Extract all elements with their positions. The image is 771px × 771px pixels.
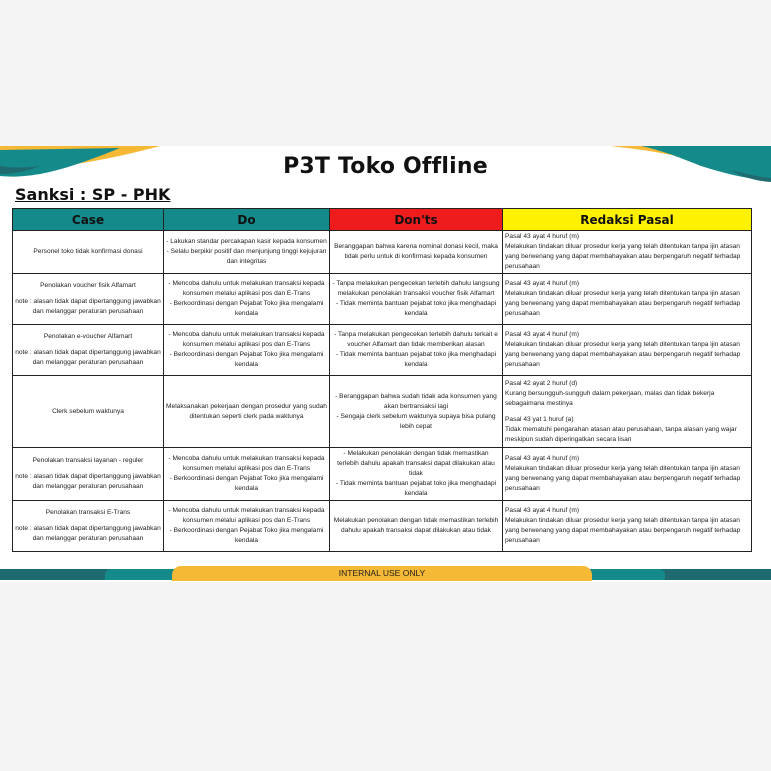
do-text: - Mencoba dahulu untuk melakukan transaksi kepada konsumen melalui aplikasi pos dan E-Trans: [168, 507, 325, 524]
pasal-reference: Pasal 43 ayat 4 huruf (m): [505, 507, 580, 514]
pasal-text: Melakukan tindakan diluar prosedur kerja yang telah ditentukan tanpa ijin atasan yang berwenang yang dapat membahayakan atau berpengaruh negatif terhadap perusahaan: [505, 290, 741, 317]
pasal-reference: Pasal 43 yat 1 huruf (a): [505, 415, 574, 423]
pasal-text: Melakukan tindakan diluar prosedur kerja yang telah ditentukan tanpa ijin atasan yang berwenang yang dapat membahayakan atau berpengaruh negatif terhadap perusahaan: [505, 243, 741, 270]
pasal-cell: [503, 501, 752, 552]
case-text: Penolakan transaksi E-Trans: [45, 509, 131, 516]
do-text: - Berkoordinasi dengan Pejabat Toko jika mengalami kendala: [169, 475, 324, 492]
case-text: Personel toko tidak konfirmasi donasi: [33, 248, 143, 255]
pasal-reference: Pasal 43 ayat 4 huruf (m): [505, 280, 580, 287]
dont-text: - Tidak meminta bantuan pejabat toko jika menghadapi kendala: [335, 300, 497, 317]
dont-cell: [330, 325, 503, 376]
do-text: - Mencoba dahulu untuk melakukan transaksi kepada konsumen melalui aplikasi pos dan E-Trans: [168, 280, 325, 297]
do-cell: [164, 448, 330, 501]
table-header-row: [13, 209, 752, 231]
case-cell: [13, 231, 164, 274]
dont-text: - Beranggapan bahwa sudah tidak ada konsumen yang akan bertransaksi lagi: [335, 392, 497, 410]
pasal-text: Tidak mematuhi pengarahan atasan atau perusahaan, tanpa alasan yang wajar meskipun sudah diperingatkan secara lisan: [505, 425, 737, 443]
section-subtitle: Sanksi : SP - PHK: [15, 185, 171, 204]
case-note: note : alasan tidak dapat dipertanggung jawabkan dan melanggar peraturan perusahaan: [15, 473, 161, 490]
column-header-case: Case: [13, 209, 164, 231]
table-row: [13, 376, 752, 448]
pasal-reference: Pasal 42 ayat 2 huruf (d): [505, 379, 578, 387]
case-text: Penolakan e-voucher Alfamart: [43, 333, 133, 340]
do-text: - Selalu berpikir positif dan menjunjung tinggi kejujuran dan integritas: [166, 248, 327, 265]
dont-text: Melakukan penolakan dengan tidak memastikan terlebih dahulu apakah transaksi dapat dilakukan atau tidak: [333, 517, 499, 534]
case-text: Penolakan transaksi layanan - reguler: [32, 457, 144, 464]
pasal-reference: Pasal 43 ayat 4 huruf (m): [505, 233, 580, 240]
case-text: Penolakan voucher fisik Alfamart: [40, 282, 136, 289]
dont-text: Beranggapan bahwa karena nominal donasi kecil, maka tidak perlu untuk di konfirmasi kepada konsumen: [334, 243, 498, 260]
table-row: [13, 274, 752, 325]
pasal-reference: Pasal 43 ayat 4 huruf (m): [505, 455, 580, 462]
pasal-text: Kurang bersungguh-sungguh dalam pekerjaan, malas dan tidak bekerja sebagaimana mestinya: [505, 389, 715, 407]
table-row: [13, 325, 752, 376]
case-text: Clerk sebelum waktunya: [52, 407, 124, 415]
case-note: note : alasan tidak dapat dipertanggung jawabkan dan melanggar peraturan perusahaan: [15, 298, 161, 315]
dont-text: - Tidak meminta bantuan pejabat toko jika menghadapi kendala: [335, 351, 497, 368]
pasal-text: Melakukan tindakan diluar prosedur kerja yang telah ditentukan tanpa ijin atasan yang berwenang yang dapat membahayakan atau berpengaruh negatif terhadap perusahaan: [505, 341, 741, 368]
footer-label: INTERNAL USE ONLY: [338, 568, 426, 578]
case-cell: [13, 501, 164, 552]
pasal-reference: Pasal 43 ayat 4 huruf (m): [505, 331, 580, 338]
do-text: - Mencoba dahulu untuk melakukan transaksi kepada konsumen melalui aplikasi pos dan E-Trans: [168, 455, 325, 472]
table-row: [13, 448, 752, 501]
dont-text: - Sengaja clerk sebelum waktunya supaya bisa pulang lebih cepat: [336, 412, 496, 430]
column-header-redaksi-pasal: Redaksi Pasal: [503, 209, 752, 231]
pasal-cell: [503, 274, 752, 325]
do-text: - Berkoordinasi dengan Pejabat Toko jika mengalami kendala: [169, 300, 324, 317]
pasal-cell: [503, 376, 752, 448]
column-header-donts: Don'ts: [330, 209, 503, 231]
case-cell: [13, 325, 164, 376]
case-cell: [13, 448, 164, 501]
case-note: note : alasan tidak dapat dipertanggung jawabkan dan melanggar peraturan perusahaan: [15, 349, 161, 366]
do-text: Melaksanakan pekerjaan dengan prosedur yang sudah ditentukan seperti clerk pada waktunya: [166, 402, 327, 420]
slide: [0, 146, 771, 582]
pasal-cell: [503, 325, 752, 376]
dont-cell: [330, 231, 503, 274]
slide-title: P3T Toko Offline: [283, 154, 488, 179]
case-note: note : alasan tidak dapat dipertanggung jawabkan dan melanggar peraturan perusahaan: [15, 525, 161, 542]
dont-cell: [330, 501, 503, 552]
dont-text: - Tanpa melakukan pengecekan terlebih dahulu terkait e voucher Alfamart dan tidak memberikan alasan: [334, 331, 498, 348]
do-text: - Mencoba dahulu untuk melakukan transaksi kepada konsumen melalui aplikasi pos dan E-Trans: [168, 331, 325, 348]
dont-text: - Melakukan penolakan dengan tidak memastikan terlebih dahulu apakah transaksi dapat dilakukan atau tidak: [337, 450, 495, 477]
table-row: [13, 501, 752, 552]
dont-text: - Tanpa melakukan pengecekan terlebih dahulu langsung melakukan penolakan transaksi voucher fisik Alfamart: [332, 280, 500, 297]
do-cell: [164, 325, 330, 376]
dont-cell: [330, 448, 503, 501]
pasal-cell: [503, 448, 752, 501]
pasal-cell: [503, 231, 752, 274]
do-cell: [164, 231, 330, 274]
case-cell: [13, 274, 164, 325]
dont-cell: [330, 376, 503, 448]
do-cell: [164, 274, 330, 325]
column-header-do: Do: [164, 209, 330, 231]
pasal-text: Melakukan tindakan diluar prosedur kerja yang telah ditentukan tanpa ijin atasan yang berwenang yang dapat membahayakan atau berpengaruh negatif terhadap perusahaan: [505, 517, 741, 544]
do-text: - Lakukan standar percakapan kasir kepada konsumen: [166, 238, 327, 245]
sanction-table: [12, 208, 752, 552]
dont-cell: [330, 274, 503, 325]
do-text: - Berkoordinasi dengan Pejabat Toko jika mengalami kendala: [169, 527, 324, 544]
do-cell: [164, 501, 330, 552]
pasal-text: Melakukan tindakan diluar prosedur kerja yang telah ditentukan tanpa ijin atasan yang berwenang yang dapat membahayakan atau berpengaruh negatif terhadap perusahaan: [505, 465, 741, 492]
table-row: [13, 231, 752, 274]
do-text: - Berkoordinasi dengan Pejabat Toko jika mengalami kendala: [169, 351, 324, 368]
dont-text: - Tidak meminta bantuan pejabat toko jika menghadapi kendala: [335, 480, 497, 497]
case-cell: [13, 376, 164, 448]
do-cell: [164, 376, 330, 448]
